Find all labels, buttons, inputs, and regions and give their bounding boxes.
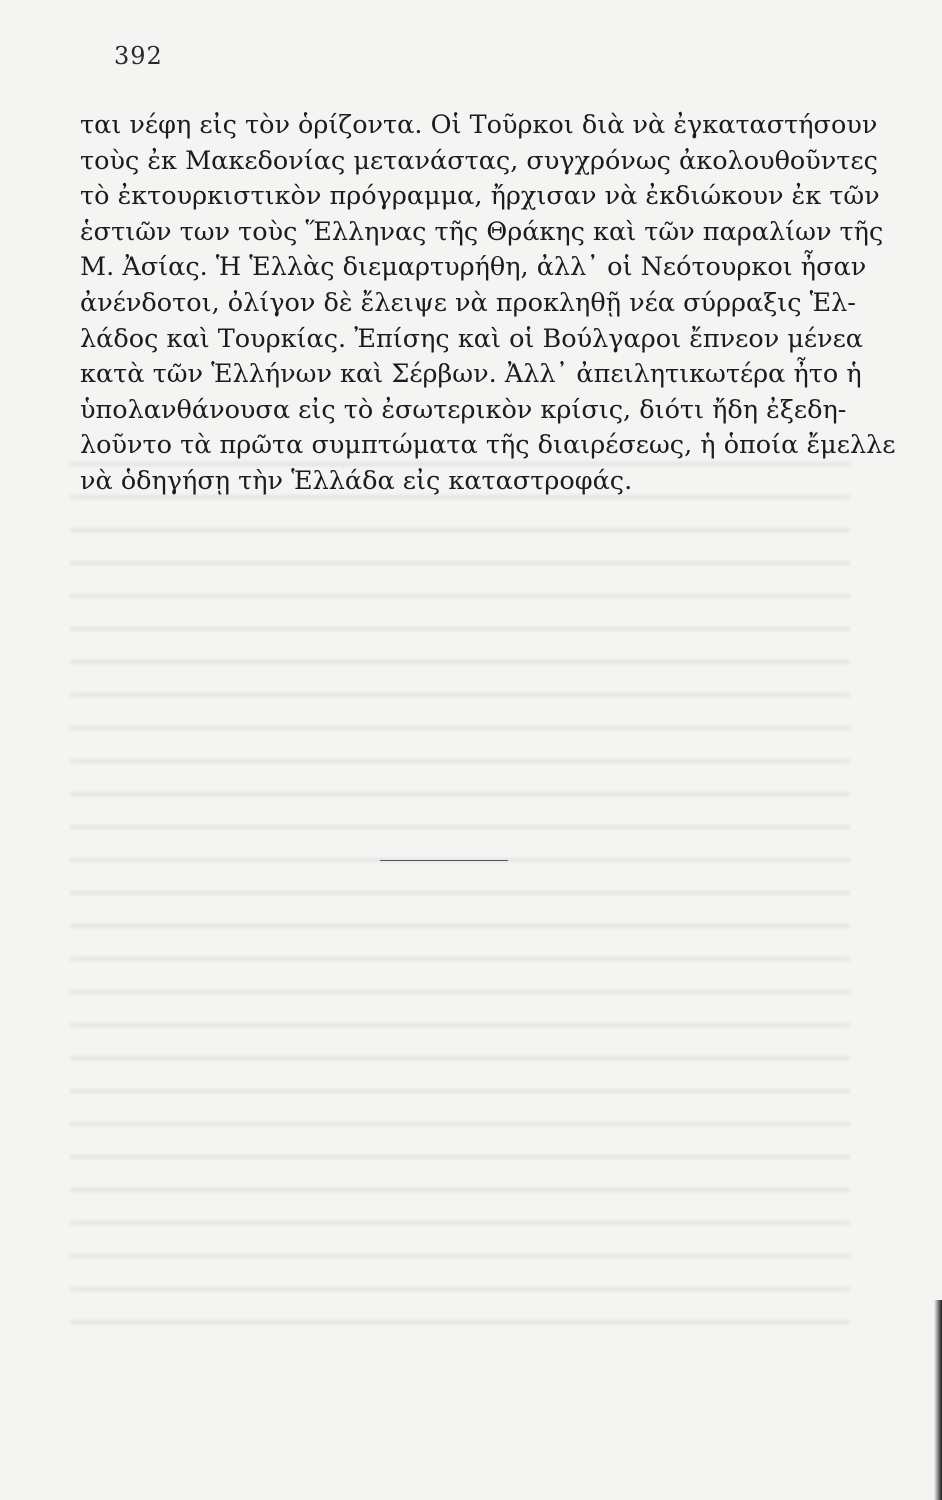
- text-line: τὸ ἐκτουρκιστικὸν πρόγραμμα, ἤρχισαν νὰ ἐκδιώκουν ἐκ τῶν: [80, 181, 880, 212]
- page-number: 392: [114, 42, 163, 70]
- text-line: λοῦντο τὰ πρῶτα συμπτώματα τῆς διαιρέσεως, ἡ ὁποία ἔμελλε: [80, 430, 896, 461]
- text-line: κατὰ τῶν Ἑλλήνων καὶ Σέρβων. Ἀλλ᾽ ἀπειλητικωτέρα ἦτο ἡ: [80, 359, 862, 390]
- body-paragraph: [80, 108, 896, 500]
- text-line: ἀνένδοτοι, ὀλίγον δὲ ἔλειψε νὰ προκληθῇ νέα σύρραξις Ἑλ-: [80, 287, 856, 318]
- text-line: ται νέφη εἰς τὸν ὁρίζοντα. Οἱ Τοῦρκοι διὰ νὰ ἐγκαταστήσουν: [80, 110, 878, 140]
- text-line: Μ. Ἀσίας. Ἡ Ἑλλὰς διεμαρτυρήθη, ἀλλ᾽ οἱ Νεότουρκοι ἦσαν: [80, 252, 867, 283]
- section-divider: [380, 860, 508, 861]
- text-line: τοὺς ἐκ Μακεδονίας μετανάστας, συγχρόνως ἀκολουθοῦντες: [80, 145, 878, 176]
- text-line: ὑπολανθάνουσα εἰς τὸ ἐσωτερικὸν κρίσις, διότι ἤδη ἐξεδη-: [80, 394, 847, 425]
- bleed-through-texture: [70, 440, 850, 1340]
- text-line: λάδος καὶ Τουρκίας. Ἐπίσης καὶ οἱ Βούλγαροι ἔπνεον μένεα: [80, 323, 864, 354]
- page-edge-shadow: [934, 1300, 942, 1500]
- text-line: νὰ ὁδηγήσῃ τὴν Ἑλλάδα εἰς καταστροφάς.: [80, 465, 633, 496]
- text-line: ἑστιῶν των τοὺς Ἕλληνας τῆς Θράκης καὶ τῶν παραλίων τῆς: [80, 216, 884, 247]
